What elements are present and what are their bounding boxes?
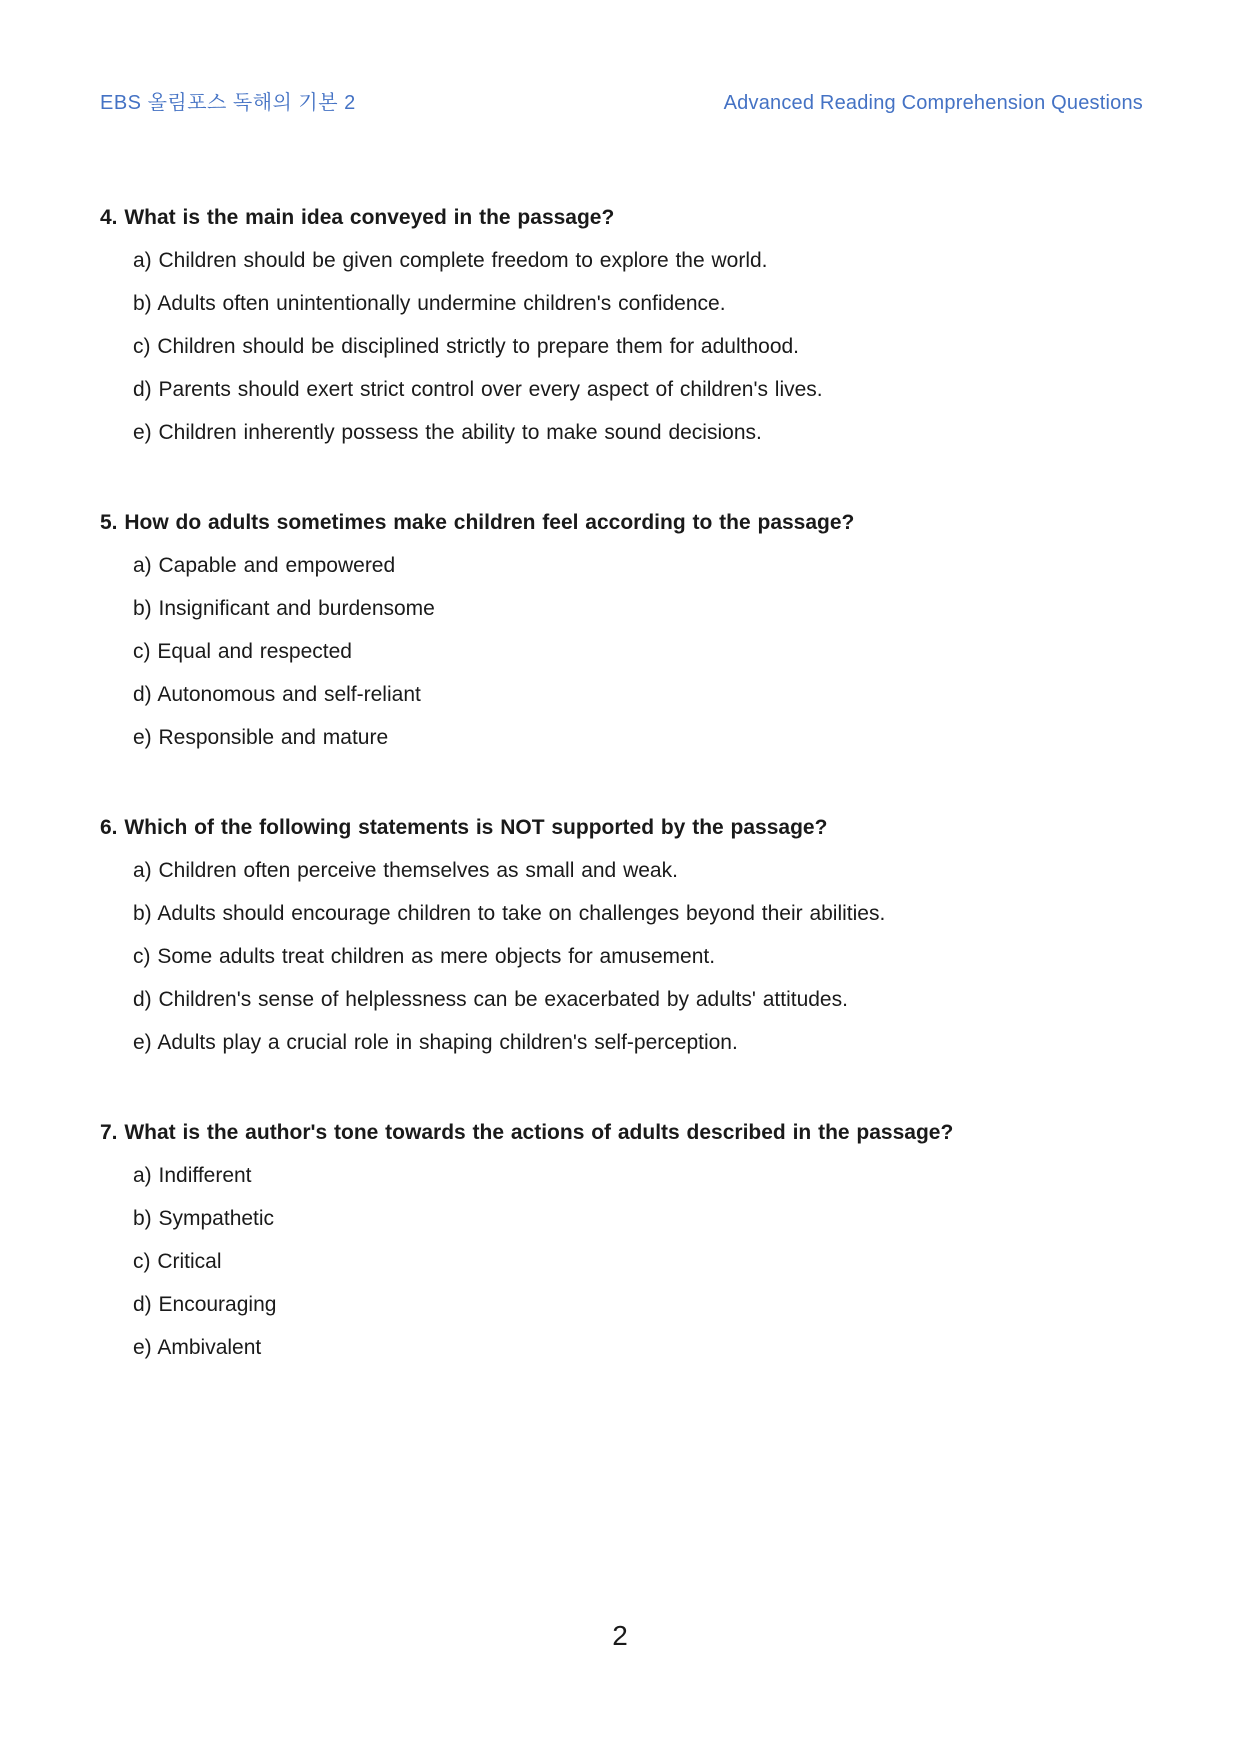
question-4-option-d: d) Parents should exert strict control over every aspect of children's lives.: [133, 378, 823, 401]
question-6-option-a: a) Children often perceive themselves as small and weak.: [133, 859, 678, 882]
question-7-option-c: c) Critical: [133, 1250, 222, 1273]
question-block-4: [100, 196, 1170, 454]
question-4-option-c: c) Children should be disciplined strictly to prepare them for adulthood.: [133, 335, 800, 358]
question-7-option-a: a) Indifferent: [133, 1164, 252, 1187]
question-6-heading: 6. Which of the following statements is NOT supported by the passage?: [100, 816, 828, 839]
question-7-option-e: e) Ambivalent: [133, 1336, 262, 1359]
question-6-option-c: c) Some adults treat children as mere objects for amusement.: [133, 945, 716, 968]
page-footer: [0, 1616, 1240, 1656]
question-block-5: [100, 501, 1170, 759]
question-5-heading: 5. How do adults sometimes make children feel according to the passage?: [100, 511, 855, 534]
question-6-option-b: b) Adults should encourage children to take on challenges beyond their abilities.: [133, 902, 886, 925]
question-5-option-b: b) Insignificant and burdensome: [133, 597, 435, 620]
question-5-option-a: a) Capable and empowered: [133, 554, 396, 577]
question-6-option-d: d) Children's sense of helplessness can be exacerbated by adults' attitudes.: [133, 988, 848, 1011]
page-number: 2: [612, 1620, 628, 1651]
questions-section: [100, 196, 1170, 1416]
header-left-title: EBS 올림포스 독해의 기본 2: [100, 92, 356, 114]
question-block-6: [100, 806, 1170, 1064]
question-7-heading: 7. What is the author's tone towards the actions of adults described in the passage?: [100, 1121, 954, 1144]
header-right-title: Advanced Reading Comprehension Questions: [723, 92, 1143, 114]
question-5-option-c: c) Equal and respected: [133, 640, 352, 663]
question-5-option-d: d) Autonomous and self-reliant: [133, 683, 421, 706]
question-4-heading: 4. What is the main idea conveyed in the passage?: [100, 206, 615, 229]
question-block-7: [100, 1111, 1170, 1369]
question-4-option-e: e) Children inherently possess the ability to make sound decisions.: [133, 421, 762, 444]
question-6-option-e: e) Adults play a crucial role in shaping children's self-perception.: [133, 1031, 738, 1054]
question-5-option-e: e) Responsible and mature: [133, 726, 389, 749]
question-7-option-d: d) Encouraging: [133, 1293, 277, 1316]
page-header: [100, 88, 1143, 118]
question-4-option-a: a) Children should be given complete freedom to explore the world.: [133, 249, 768, 272]
question-4-option-b: b) Adults often unintentionally undermine children's confidence.: [133, 292, 726, 315]
question-7-option-b: b) Sympathetic: [133, 1207, 275, 1230]
